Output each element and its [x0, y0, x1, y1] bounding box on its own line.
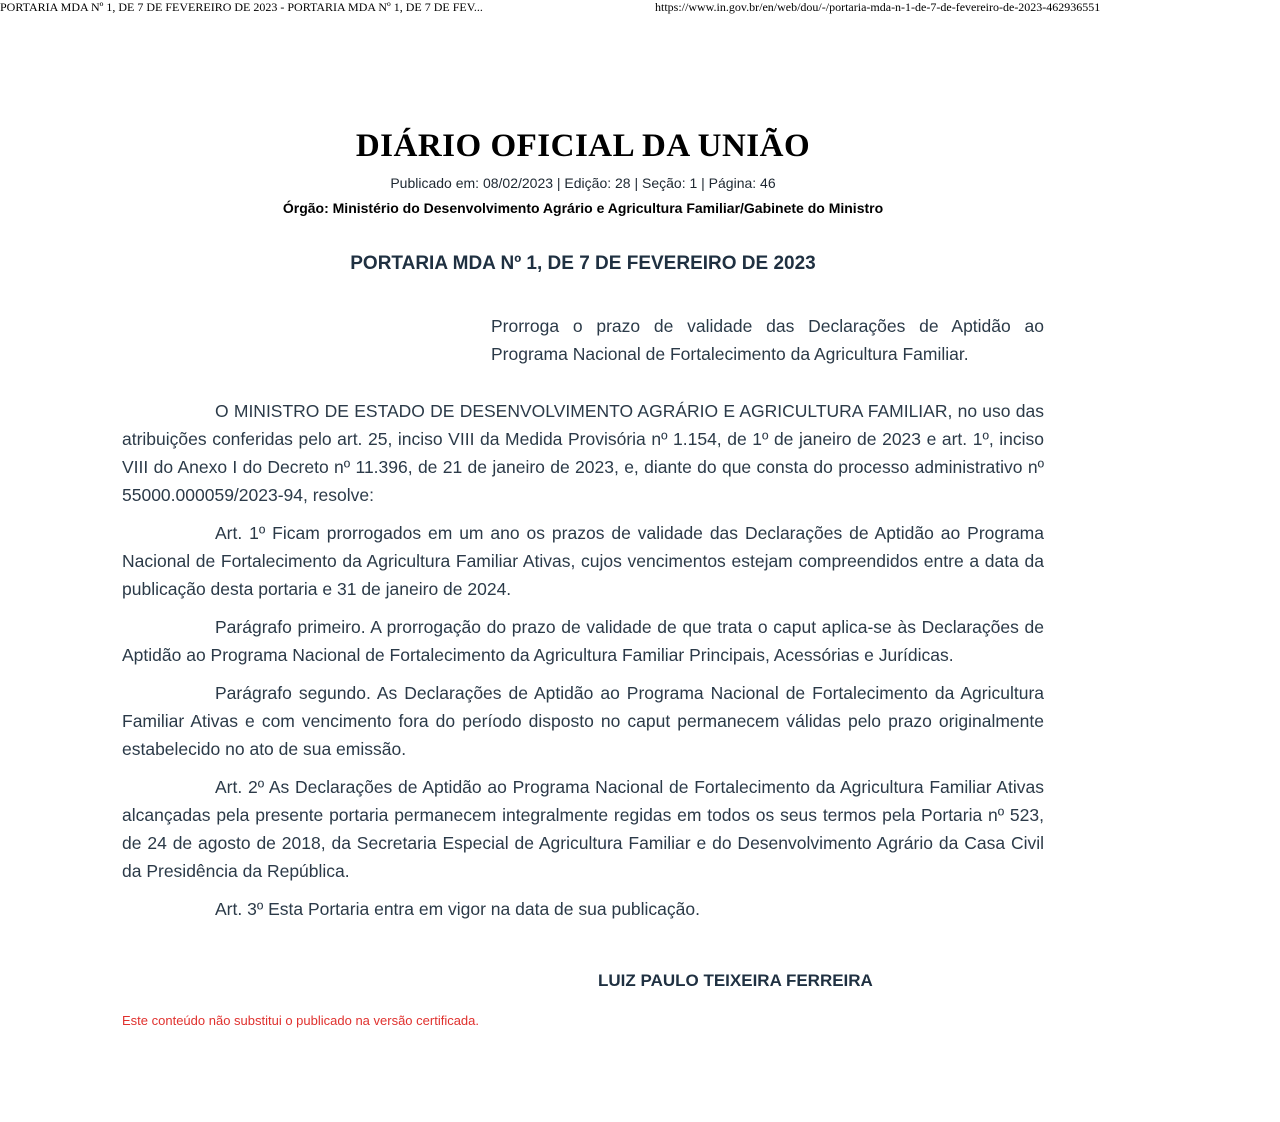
paragraph-paragrafo-primeiro: Parágrafo primeiro. A prorrogação do prazo de validade de que trata o caput aplica-se às Declarações de Aptidão ao Programa Nacional de Fortalecimento da Agricultura Familiar Principais, Acessórias e Jurídicas. [122, 617, 1044, 665]
paragraph-art-3: Art. 3º Esta Portaria entra em vigor na data de sua publicação. [215, 899, 700, 919]
orgao-line: Órgão: Ministério do Desenvolvimento Agrário e Agricultura Familiar/Gabinete do Ministro [282, 200, 884, 216]
ementa: Prorroga o prazo de validade das Declarações de Aptidão ao Programa Nacional de Fortalecimento da Agricultura Familiar. [491, 316, 1044, 364]
print-header-title: PORTARIA MDA Nº 1, DE 7 DE FEVEREIRO DE 2023 - PORTARIA MDA Nº 1, DE 7 DE FEV... [0, 0, 483, 14]
disclaimer: Este conteúdo não substitui o publicado na versão certificada. [122, 1013, 480, 1028]
paragraph-art-2: Art. 2º As Declarações de Aptidão ao Programa Nacional de Fortalecimento da Agricultura Familiar Ativas alcançadas pela presente portaria permanecem integralmente regidas em todos os seus termos pela Portaria nº 523, de 24 de agosto de 2018, da Secretaria Especial de Agricultura Familiar e do Desenvolvimento Agrário da Casa Civil da Presidência da República. [122, 777, 1044, 881]
publication-info: Publicado em: 08/02/2023 | Edição: 28 | Seção: 1 | Página: 46 [390, 175, 776, 191]
masthead: DIÁRIO OFICIAL DA UNIÃO [355, 128, 811, 164]
document-body [122, 397, 1044, 933]
print-header-url: https://www.in.gov.br/en/web/dou/-/portaria-mda-n-1-de-7-de-fevereiro-de-2023-462936551 [655, 0, 1101, 14]
paragraph-art-1: Art. 1º Ficam prorrogados em um ano os prazos de validade das Declarações de Aptidão ao Programa Nacional de Fortalecimento da Agricultura Familiar Ativas, cujos vencimentos estejam compreendidos entre a data da publicação desta portaria e 31 de janeiro de 2024. [122, 523, 1044, 599]
paragraph-paragrafo-segundo: Parágrafo segundo. As Declarações de Aptidão ao Programa Nacional de Fortalecimento da Agricultura Familiar Ativas e com vencimento fora do período disposto no caput permanecem válidas pelo prazo originalmente estabelecido no ato de sua emissão. [122, 683, 1044, 759]
signature: LUIZ PAULO TEIXEIRA FERREIRA [598, 971, 873, 990]
paragraph-preamble: O MINISTRO DE ESTADO DE DESENVOLVIMENTO AGRÁRIO E AGRICULTURA FAMILIAR, no uso das atribuições conferidas pelo art. 25, inciso VIII da Medida Provisória nº 1.154, de 1º de janeiro de 2023 e art. 1º, inciso VIII do Anexo I do Decreto nº 11.396, de 21 de janeiro de 2023, e, diante do que consta do processo administrativo nº 55000.000059/2023-94, resolve: [122, 401, 1044, 505]
document-title: PORTARIA MDA Nº 1, DE 7 DE FEVEREIRO DE 2023 [350, 253, 816, 274]
